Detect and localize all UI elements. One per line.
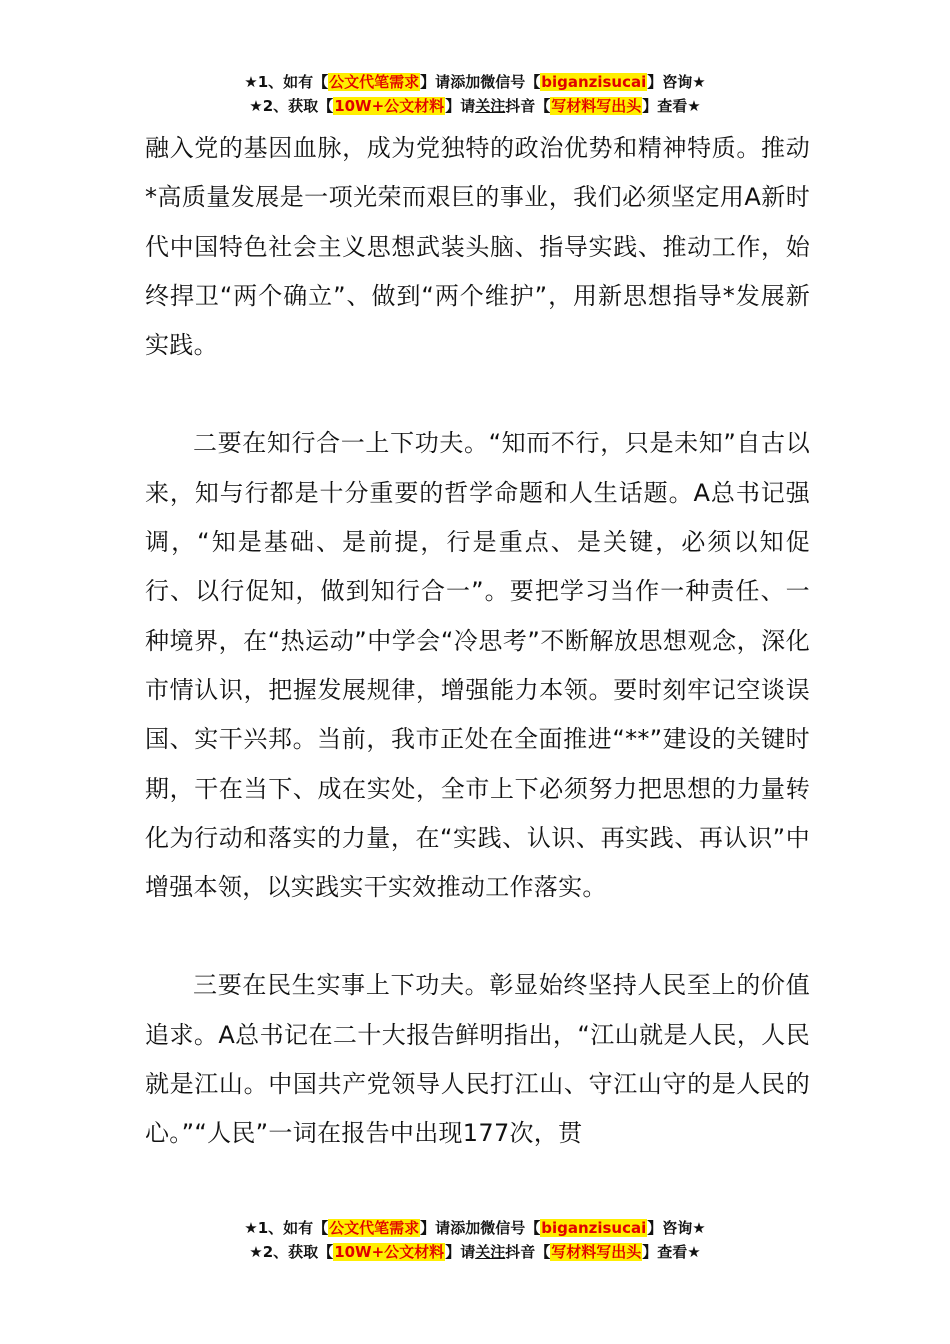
banner-text: ★1、如有【 — [244, 73, 329, 91]
paragraph: 二要在知行合一上下功夫。“知而不行，只是未知”自古以来，知与行都是十分重要的哲学命题和人生话题。A总书记强调，“知是基础、是前提，行是重点、是关键，必须以知促行、以行促知，做到知行合一”。要把学习当作一种责任、一种境界，在“热运动”中学会“冷思考”不断解放思想观念，深化市情认识，把握发展规律，增强能力本领。要时刻牢记空谈误国、实干兴邦。当前，我市正处在全面推进“**”建设的关键时期，干在当下、成在实处，全市上下必须努力把思想的力量转化为行动和落实的力量，在“实践、认识、再实践、再认识”中增强本领，以实践实干实效推动工作落实。 — [145, 429, 811, 902]
footer-banner — [0, 1216, 950, 1264]
banner-text: 关注 — [475, 97, 506, 115]
banner-highlight: 10W+公文材料 — [334, 1243, 445, 1261]
banner-text: 添加 — [450, 73, 481, 91]
banner-line-1 — [0, 70, 950, 94]
banner-highlight: 公文代笔需求 — [329, 1219, 420, 1237]
header-banner — [0, 70, 950, 118]
banner-highlight: biganzisucai — [541, 73, 647, 91]
banner-text: 抖音【 — [505, 1243, 551, 1261]
banner-text: 】咨询★ — [647, 1219, 706, 1237]
banner-text: 添加 — [450, 1219, 481, 1237]
banner-text: 关注 — [475, 1243, 506, 1261]
banner-text: 微信号【 — [480, 73, 541, 91]
banner-text: 】查看★ — [642, 1243, 701, 1261]
banner-text: 】咨询★ — [647, 73, 706, 91]
banner-text: 抖音【 — [505, 97, 551, 115]
banner-highlight: 10W+公文材料 — [334, 97, 445, 115]
banner-line-2 — [0, 1240, 950, 1264]
banner-text: 】请 — [420, 1219, 451, 1237]
banner-text: 】查看★ — [642, 97, 701, 115]
banner-text: 】请 — [445, 97, 476, 115]
banner-text: ★2、获取【 — [249, 97, 334, 115]
banner-line-2 — [0, 94, 950, 118]
banner-text: 微信号【 — [480, 1219, 541, 1237]
document-body — [145, 124, 810, 1159]
banner-text: 】请 — [420, 73, 451, 91]
banner-highlight: biganzisucai — [541, 1219, 647, 1237]
banner-highlight: 公文代笔需求 — [329, 73, 420, 91]
paragraph: 三要在民生实事上下功夫。彰显始终坚持人民至上的价值追求。A总书记在二十大报告鲜明指出，“江山就是人民，人民就是江山。中国共产党领导人民打江山、守江山守的是人民的心。”“人民”一词在报告中出现177次，贯 — [145, 971, 810, 1148]
banner-text: 】请 — [445, 1243, 476, 1261]
banner-highlight: 写材料写出头 — [551, 97, 642, 115]
banner-line-1 — [0, 1216, 950, 1240]
paragraph: 融入党的基因血脉，成为党独特的政治优势和精神特质。推动*高质量发展是一项光荣而艰巨的事业，我们必须坚定用A新时代中国特色社会主义思想武装头脑、指导实践、推动工作，始终捍卫“两个确立”、做到“两个维护”，用新思想指导*发展新实践。 — [145, 134, 810, 360]
banner-text: ★2、获取【 — [249, 1243, 334, 1261]
banner-text: ★1、如有【 — [244, 1219, 329, 1237]
banner-highlight: 写材料写出头 — [551, 1243, 642, 1261]
